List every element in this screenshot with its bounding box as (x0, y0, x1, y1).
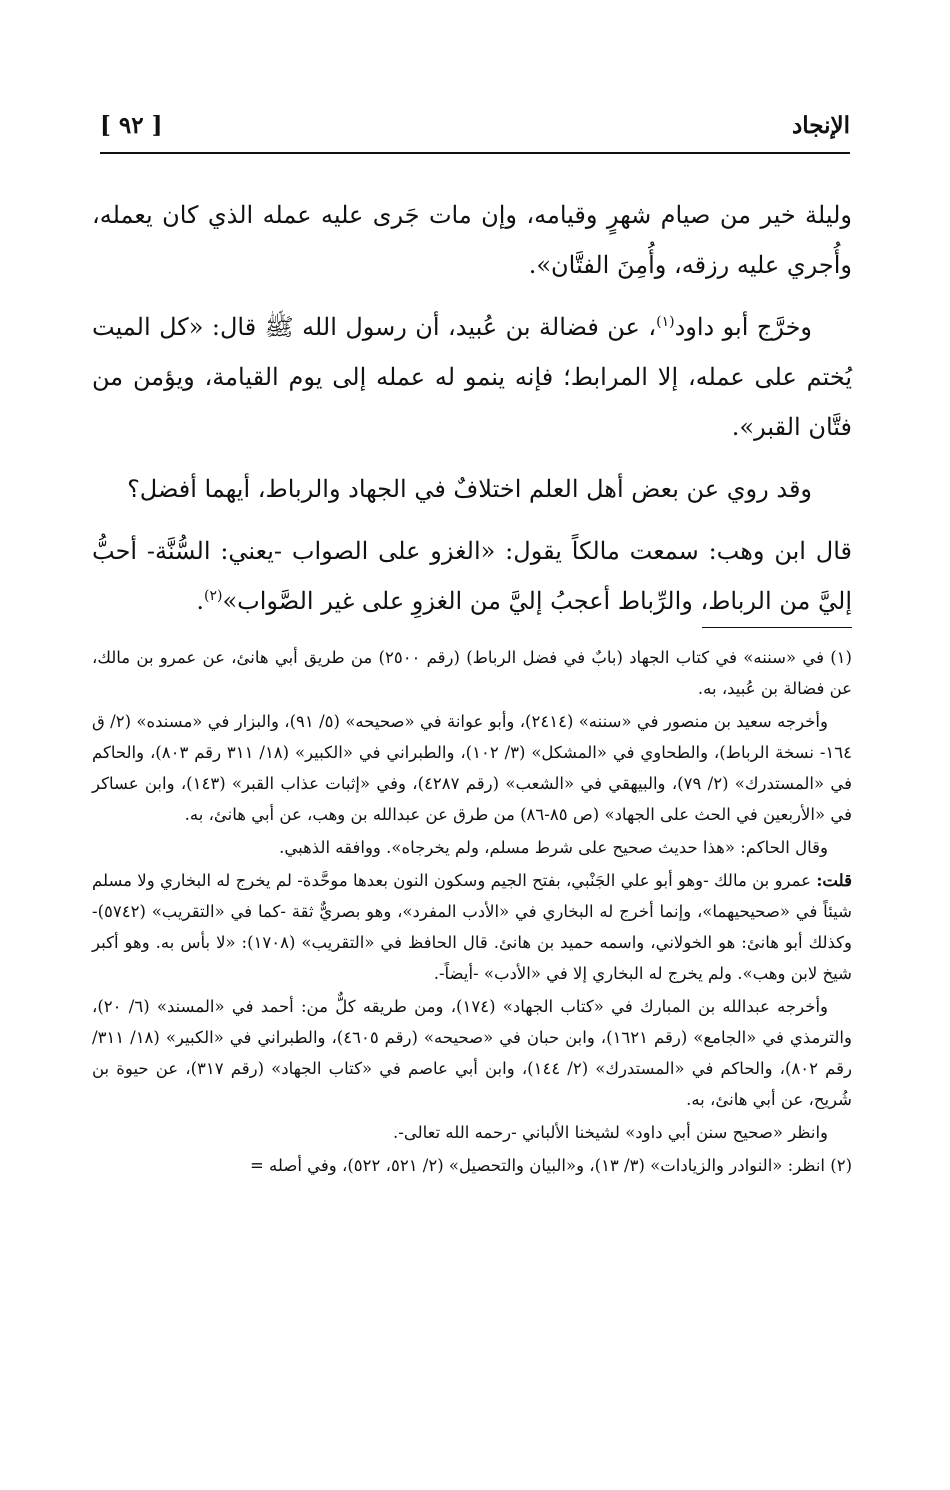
footnote-1-para-5: وأخرجه عبدالله بن المبارك في «كتاب الجهاد» (١٧٤)، ومن طريقه كلٌّ من: أحمد في «المسند» (٦/ ٢٠)، والترمذي في «الجامع» (رقم ١٦٢١)، وابن حبان في «صحيحه» (رقم ٤٦٠٥)، والطبراني في «الكبير» (١٨/ ٣١١/ رقم ٨٠٢)، والحاكم في «المستدرك» (٢/ ١٤٤)، وابن أبي عاصم في «كتاب الجهاد» (رقم ٣١٧)، عن حيوة بن شُريح، عن أبي هانئ، به. (92, 997, 852, 1109)
footnotes (92, 642, 852, 1183)
footnote-1-para-2: وأخرجه سعيد بن منصور في «سننه» (٢٤١٤)، وأبو عوانة في «صحيحه» (٥/ ٩١)، والبزار في «مسنده» (٢/ ق ١٦٤- نسخة الرباط)، والطحاوي في «المشكل» (٣/ ١٠٢)، والطبراني في «الكبير» (١٨/ ٣١١ رقم ٨٠٣)، والحاكم في «المستدرك» (٢/ ٧٩)، والبيهقي في «الشعب» (رقم ٤٢٨٧)، وفي «إثبات عذاب القبر» (١٤٣)، وابن عساكر في «الأربعين في الحث على الجهاد» (ص ٨٥-٨٦) من طرق عن عبدالله بن وهب، عن أبي هانئ، به. (92, 712, 852, 824)
footnote-ref-1[interactable]: (١) (656, 314, 675, 330)
footnote-2: (٢) انظر: «النوادر والزيادات» (٣/ ١٣)، و«البيان والتحصيل» (٢/ ٥٢١، ٥٢٢)، وفي أصله = (249, 1156, 852, 1175)
paragraph-2 (92, 302, 852, 452)
paragraph-1: وليلة خير من صيام شهرٍ وقيامه، وإن مات جَرى عليه عمله الذي كان يعمله، وأُجري عليه رزقه، وأُمِنَ الفتَّان». (92, 201, 852, 279)
page-number: [ ٩٢ ] (100, 112, 163, 139)
paragraph-2-rest: ، عن فضالة بن عُبيد، أن رسول الله ﷺ قال: «كل الميت يُختم على عمله، إلا المرابط؛ فإنه ينمو له عمله إلى يوم القيامة، ويؤمن من فتَّان القبر». (92, 313, 852, 441)
running-title: الإنجاد (791, 112, 850, 139)
footnote-1: (١) في «سننه» في كتاب الجهاد (بابٌ في فضل الرباط) (رقم ٢٥٠٠) من طريق أبي هانئ، عن عمرو بن مالك، عن فضالة بن عُبيد، به. (92, 648, 852, 698)
paragraph-3: وقد روي عن بعض أهل العلم اختلافٌ في الجهاد والرباط، أيهما أفضل؟ (127, 475, 812, 503)
footnote-1-para-3: وقال الحاكم: «هذا حديث صحيح على شرط مسلم، ولم يخرجاه». ووافقه الذهبي. (279, 838, 828, 857)
footnote-ref-2[interactable]: (٢) (203, 588, 223, 604)
main-text (92, 190, 852, 638)
paragraph-4 (92, 526, 852, 626)
paragraph-4-end: . (196, 587, 204, 615)
paragraph-2-text: وخرَّج أبو داود (674, 313, 813, 341)
paragraph-4-text: قال ابن وهب: سمعت مالكاً يقول: «الغزو على الصواب -يعني: السُّنَّة- أحبُّ إليَّ من الرباط، والرِّباط أعجبُ إليَّ من الغزوِ على غير الصَّواب» (92, 537, 852, 615)
footnote-separator (702, 627, 852, 628)
footnote-lead-word: قلت: (816, 871, 852, 890)
footnote-1-para-6: وانظر «صحيح سنن أبي داود» لشيخنا الألباني -رحمه الله تعالى-. (393, 1123, 828, 1142)
footnote-1-para-4 (92, 865, 852, 989)
footnote-1-para-4-text: عمرو بن مالك -وهو أبو علي الجَنْبي، بفتح الجيم وسكون النون بعدها موحَّدة- لم يخرج له البخاري ولا مسلم شيئاً في «صحيحيهما»، وإنما أخرج له البخاري في «الأدب المفرد»، وهو بصريٌّ ثقة -كما في «التقريب» (٥٧٤٢)- وكذلك أبو هانئ: هو الخولاني، واسمه حميد بن هانئ. قال الحافظ في «التقريب» (١٧٠٨): «لا بأس به. وهو أكبر شيخ لابن وهب». ولم يخرج له البخاري إلا في «الأدب» -أيضاً-. (92, 871, 852, 983)
page-header (100, 112, 850, 154)
